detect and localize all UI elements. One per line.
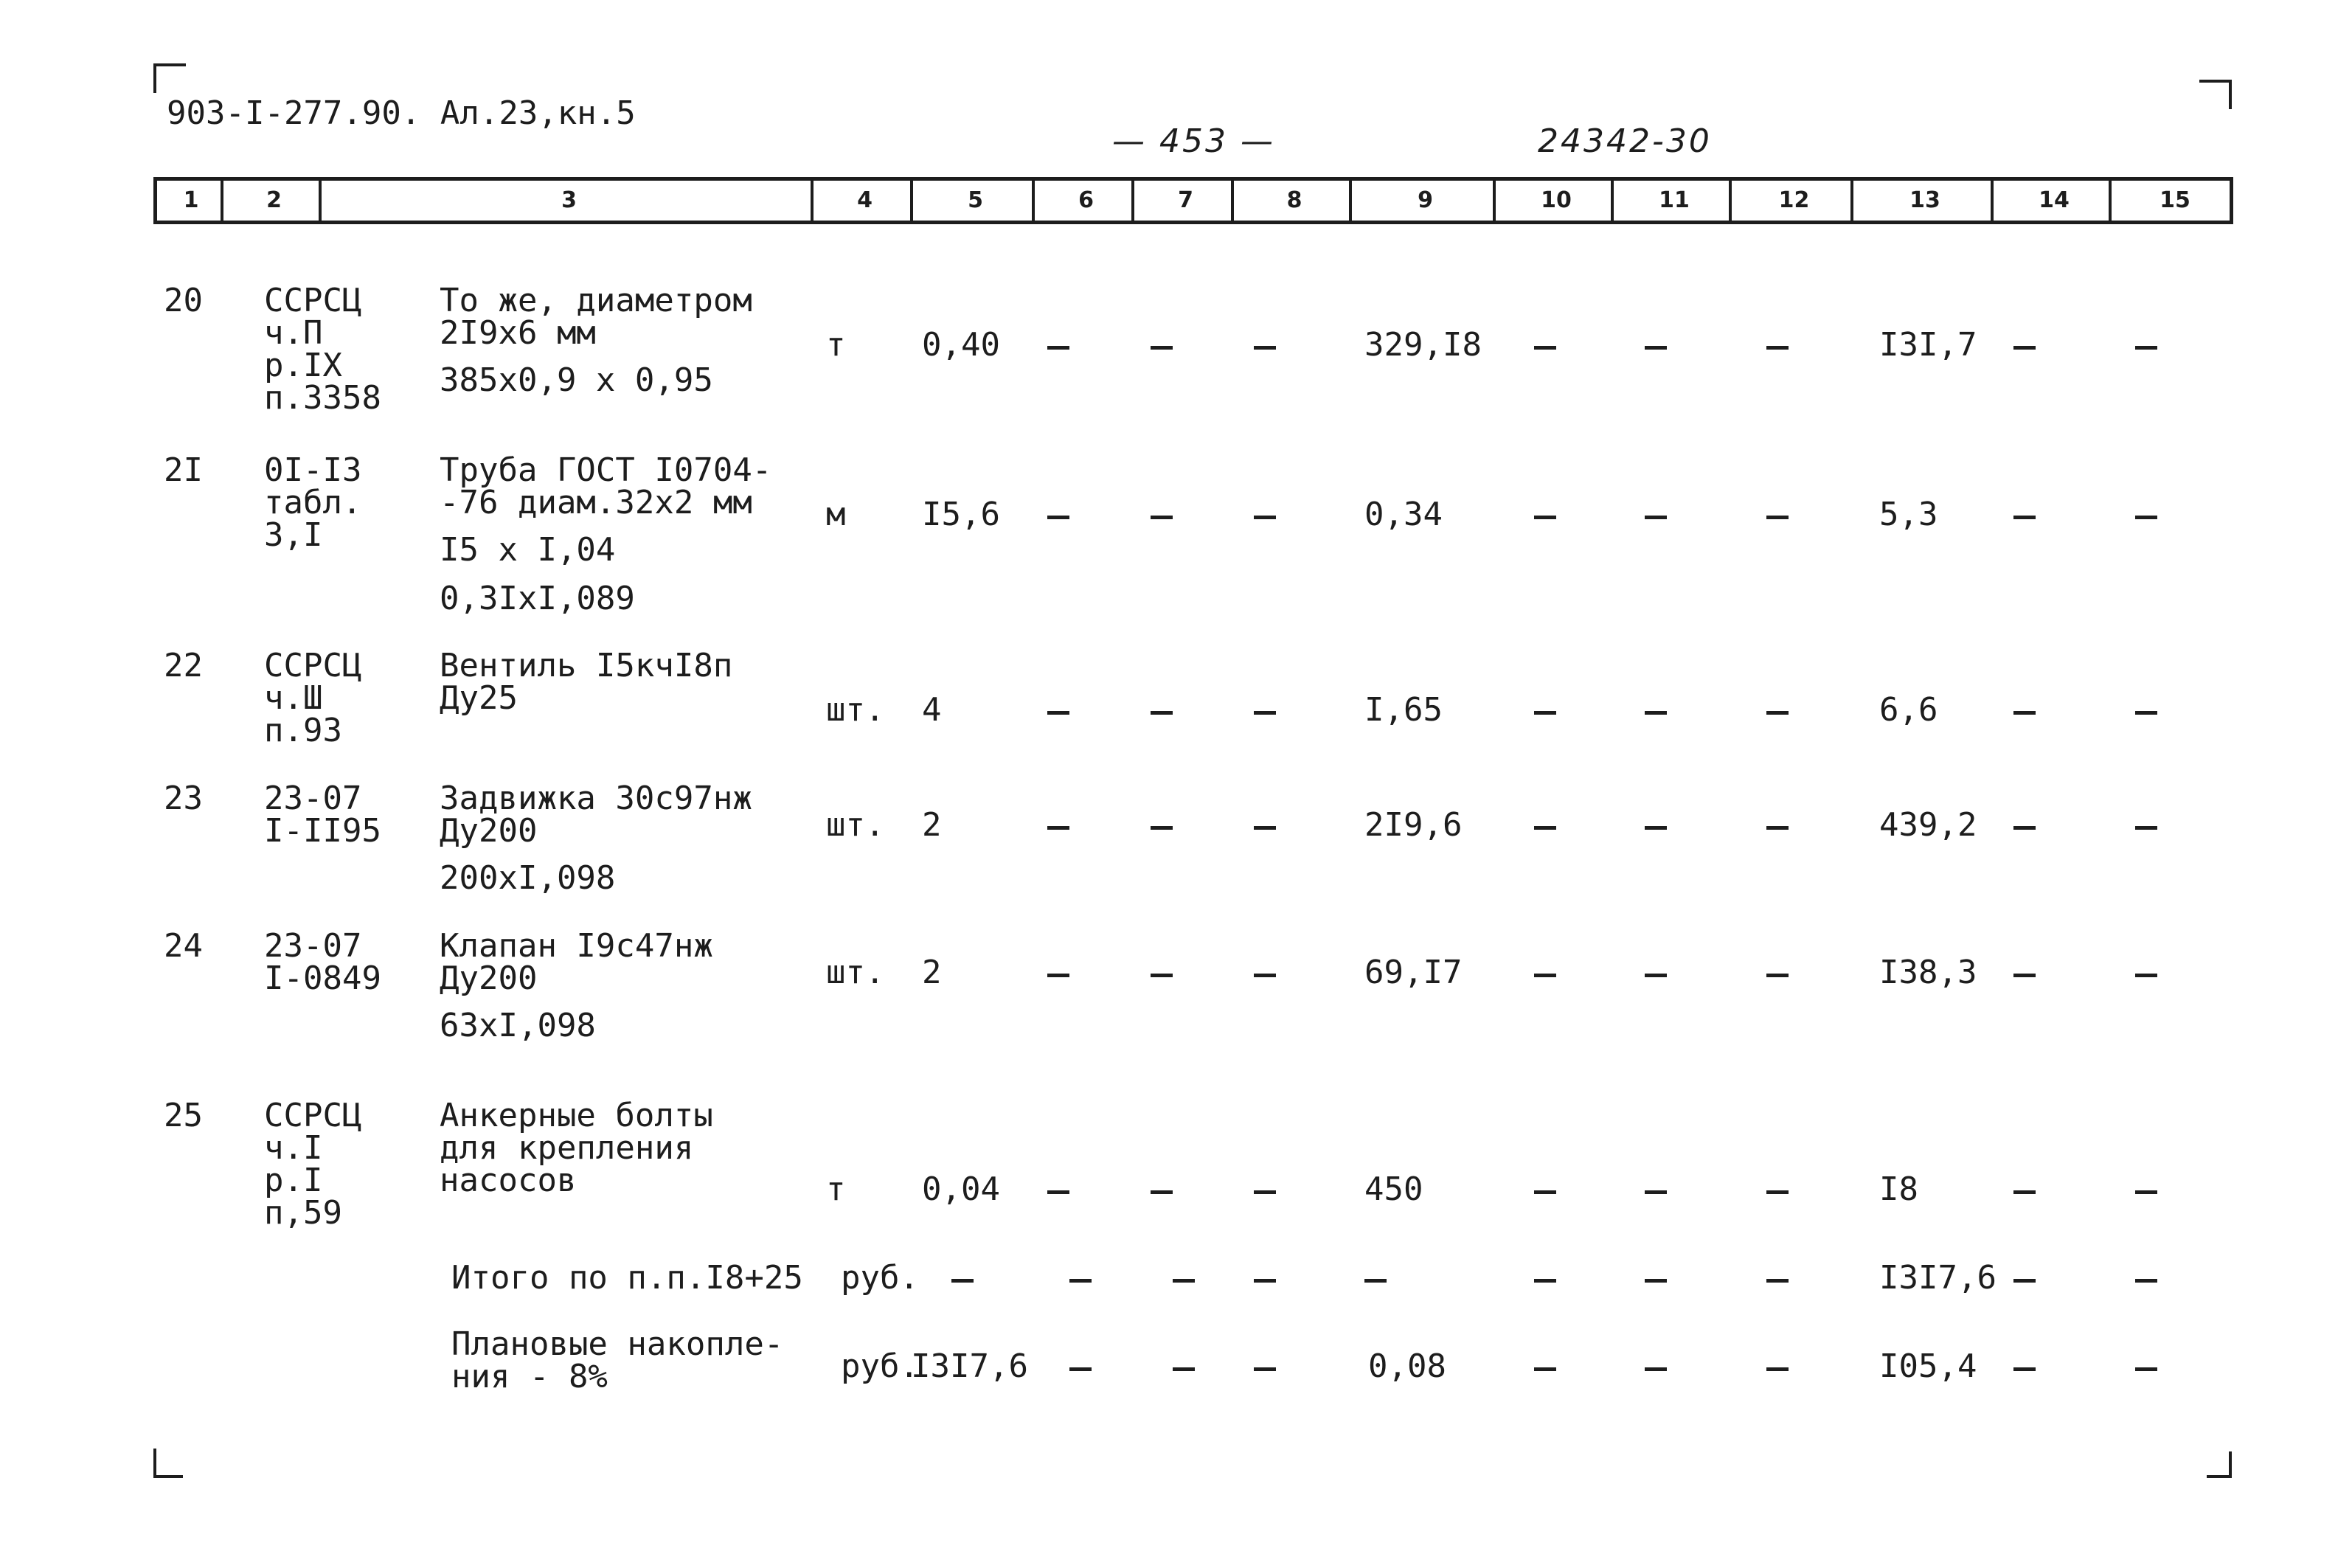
column-divider [319,181,322,221]
row-code-line: ССРСЦ [264,647,362,684]
empty-cell-dash [1766,1279,1789,1283]
empty-cell-dash [1151,1190,1173,1194]
empty-cell-dash [2135,1279,2157,1283]
page-number: — 453 — [1112,122,1275,160]
summary-label-line: Плановые накопле- [451,1325,784,1363]
row-unit-price: 69,I7 [1364,954,1463,991]
summary-label-line: Итого по п.п.I8+25 [451,1259,803,1297]
empty-cell-dash [2013,1367,2036,1371]
row-unit: т [826,1170,846,1208]
row-total: I38,3 [1879,954,1977,991]
row-name-line: То же, диаметром [440,282,752,319]
column-number-3: 3 [561,187,577,213]
document-number: 24342-30 [1538,122,1712,160]
row-code-line: 0I-I3 [264,451,362,489]
empty-cell-dash [1766,711,1789,715]
row-code-line: ч.I [264,1129,323,1167]
empty-cell-dash [1047,826,1069,830]
corner-mark-top-left [153,63,186,93]
empty-cell-dash [1173,1279,1195,1283]
row-calc-line: 200хI,098 [440,859,616,897]
row-unit-price: 450 [1364,1170,1423,1208]
empty-cell-dash [2135,711,2157,715]
summary-total: I3I7,6 [1879,1259,1997,1297]
column-number-8: 8 [1286,187,1302,213]
column-divider [1493,181,1496,221]
empty-cell-dash [1047,711,1069,715]
summary-unit-price: 0,08 [1368,1347,1446,1385]
empty-cell-dash [1766,346,1789,350]
empty-cell-dash [1364,1279,1387,1283]
empty-cell-dash [1151,346,1173,350]
row-quantity: 0,04 [922,1170,1000,1208]
row-quantity: 2 [922,806,942,844]
column-number-9: 9 [1418,187,1433,213]
row-unit-price: 0,34 [1364,496,1443,533]
row-name-line: Клапан I9с47нж [440,927,713,965]
empty-cell-dash [1254,974,1276,977]
column-divider [1231,181,1234,221]
row-code-line: п.93 [264,712,342,749]
row-name-line: 2I9х6 мм [440,314,596,352]
row-name-line: Задвижка 30с97нж [440,780,752,817]
corner-mark-bottom-left [153,1449,183,1478]
empty-cell-dash [2013,346,2036,350]
column-divider [1611,181,1614,221]
row-quantity: I5,6 [922,496,1000,533]
row-code-line: р.IX [264,347,342,384]
row-code-line: 3,I [264,516,323,554]
column-divider [221,181,223,221]
column-number-15: 15 [2160,187,2190,213]
row-name-line: Труба ГОСТ I0704- [440,451,772,489]
empty-cell-dash [2013,826,2036,830]
empty-cell-dash [2013,711,2036,715]
empty-cell-dash [1047,974,1069,977]
column-number-11: 11 [1659,187,1690,213]
empty-cell-dash [1534,826,1556,830]
empty-cell-dash [1534,711,1556,715]
row-code-line: п.3358 [264,379,381,417]
empty-cell-dash [2013,1279,2036,1283]
empty-cell-dash [1047,346,1069,350]
column-number-6: 6 [1078,187,1094,213]
empty-cell-dash [1534,1279,1556,1283]
column-number-7: 7 [1178,187,1193,213]
empty-cell-dash [2135,1190,2157,1194]
column-divider [1032,181,1035,221]
row-unit-price: 2I9,6 [1364,806,1463,844]
row-name-line: Ду200 [440,960,538,997]
empty-cell-dash [2135,1367,2157,1371]
row-unit: шт. [826,691,885,729]
row-unit-price: 329,I8 [1364,326,1482,364]
empty-cell-dash [1047,1190,1069,1194]
column-header-bar [153,177,2233,224]
empty-cell-dash [1151,516,1173,519]
row-code-line: табл. [264,484,362,521]
empty-cell-dash [1645,711,1667,715]
row-total: 5,3 [1879,496,1938,533]
row-quantity: 2 [922,954,942,991]
column-divider [811,181,814,221]
row-number: 22 [164,647,203,684]
column-divider [2109,181,2112,221]
row-calc-line: 63хI,098 [440,1007,596,1044]
column-divider [1850,181,1853,221]
empty-cell-dash [1766,974,1789,977]
empty-cell-dash [1254,1367,1276,1371]
empty-cell-dash [1254,711,1276,715]
empty-cell-dash [2135,974,2157,977]
document-code: 903-I-277.90. Ал.23,кн.5 [167,94,636,132]
row-unit: т [826,326,846,364]
column-divider [910,181,913,221]
row-name-line: Вентиль I5кчI8п [440,647,733,684]
corner-mark-top-right [2199,80,2232,109]
column-number-14: 14 [2039,187,2070,213]
empty-cell-dash [1254,346,1276,350]
column-divider [1991,181,1994,221]
empty-cell-dash [1534,346,1556,350]
column-divider [1131,181,1134,221]
row-code-line: ч.Ш [264,679,323,717]
empty-cell-dash [1766,826,1789,830]
empty-cell-dash [1254,516,1276,519]
empty-cell-dash [1645,1190,1667,1194]
row-name-line: насосов [440,1162,577,1199]
column-number-4: 4 [857,187,873,213]
column-number-13: 13 [1909,187,1940,213]
column-divider [1729,181,1732,221]
row-unit-price: I,65 [1364,691,1443,729]
empty-cell-dash [1173,1367,1195,1371]
row-code-line: п,59 [264,1194,342,1232]
empty-cell-dash [1047,516,1069,519]
empty-cell-dash [1069,1367,1092,1371]
row-name-line: Ду25 [440,679,518,717]
row-code-line: 23-07 [264,927,362,965]
column-number-5: 5 [968,187,983,213]
summary-unit: руб. [841,1347,919,1385]
row-name-line: Ду200 [440,812,538,850]
row-unit: шт. [826,954,885,991]
empty-cell-dash [1645,1279,1667,1283]
row-code-line: I-II95 [264,812,381,850]
empty-cell-dash [2135,826,2157,830]
empty-cell-dash [2013,974,2036,977]
row-total: 6,6 [1879,691,1938,729]
empty-cell-dash [1645,974,1667,977]
corner-mark-bottom-right [2207,1451,2232,1478]
row-code-line: р.I [264,1162,323,1199]
row-calc-line: I5 х I,04 [440,531,616,569]
row-code-line: I-0849 [264,960,381,997]
row-name-line: Анкерные болты [440,1097,713,1134]
column-number-12: 12 [1778,187,1810,213]
empty-cell-dash [1151,711,1173,715]
row-total: I8 [1879,1170,1918,1208]
summary-unit: руб. [841,1259,919,1297]
empty-cell-dash [2135,346,2157,350]
empty-cell-dash [2135,516,2157,519]
row-code-line: ч.П [264,314,323,352]
row-code-line: 23-07 [264,780,362,817]
empty-cell-dash [1645,826,1667,830]
row-unit: шт. [826,806,885,844]
row-name-line: для крепления [440,1129,694,1167]
empty-cell-dash [1766,1190,1789,1194]
empty-cell-dash [1254,1279,1276,1283]
empty-cell-dash [1534,974,1556,977]
summary-quantity: I3I7,6 [911,1347,1028,1385]
empty-cell-dash [1645,516,1667,519]
empty-cell-dash [1069,1279,1092,1283]
column-number-2: 2 [266,187,282,213]
summary-label-line: ния - 8% [451,1358,608,1395]
column-divider [1349,181,1352,221]
row-total: I3I,7 [1879,326,1977,364]
empty-cell-dash [1151,826,1173,830]
row-quantity: 4 [922,691,942,729]
row-total: 439,2 [1879,806,1977,844]
row-number: 23 [164,780,203,817]
row-quantity: 0,40 [922,326,1000,364]
empty-cell-dash [1766,516,1789,519]
empty-cell-dash [1645,346,1667,350]
row-unit: м [826,496,846,533]
empty-cell-dash [1534,1367,1556,1371]
empty-cell-dash [1534,516,1556,519]
row-number: 20 [164,282,203,319]
row-number: 24 [164,927,203,965]
empty-cell-dash [951,1279,974,1283]
empty-cell-dash [1254,826,1276,830]
empty-cell-dash [2013,516,2036,519]
empty-cell-dash [2013,1190,2036,1194]
row-calc-line: 385х0,9 х 0,95 [440,361,713,399]
empty-cell-dash [1645,1367,1667,1371]
empty-cell-dash [1151,974,1173,977]
row-name-line: -76 диам.32х2 мм [440,484,752,521]
empty-cell-dash [1534,1190,1556,1194]
column-number-10: 10 [1541,187,1572,213]
summary-total: I05,4 [1879,1347,1977,1385]
column-number-1: 1 [183,187,199,213]
empty-cell-dash [1766,1367,1789,1371]
row-calc-line: 0,3IхI,089 [440,580,635,617]
row-code-line: ССРСЦ [264,282,362,319]
empty-cell-dash [1254,1190,1276,1194]
row-number: 25 [164,1097,203,1134]
row-code-line: ССРСЦ [264,1097,362,1134]
row-number: 2I [164,451,203,489]
